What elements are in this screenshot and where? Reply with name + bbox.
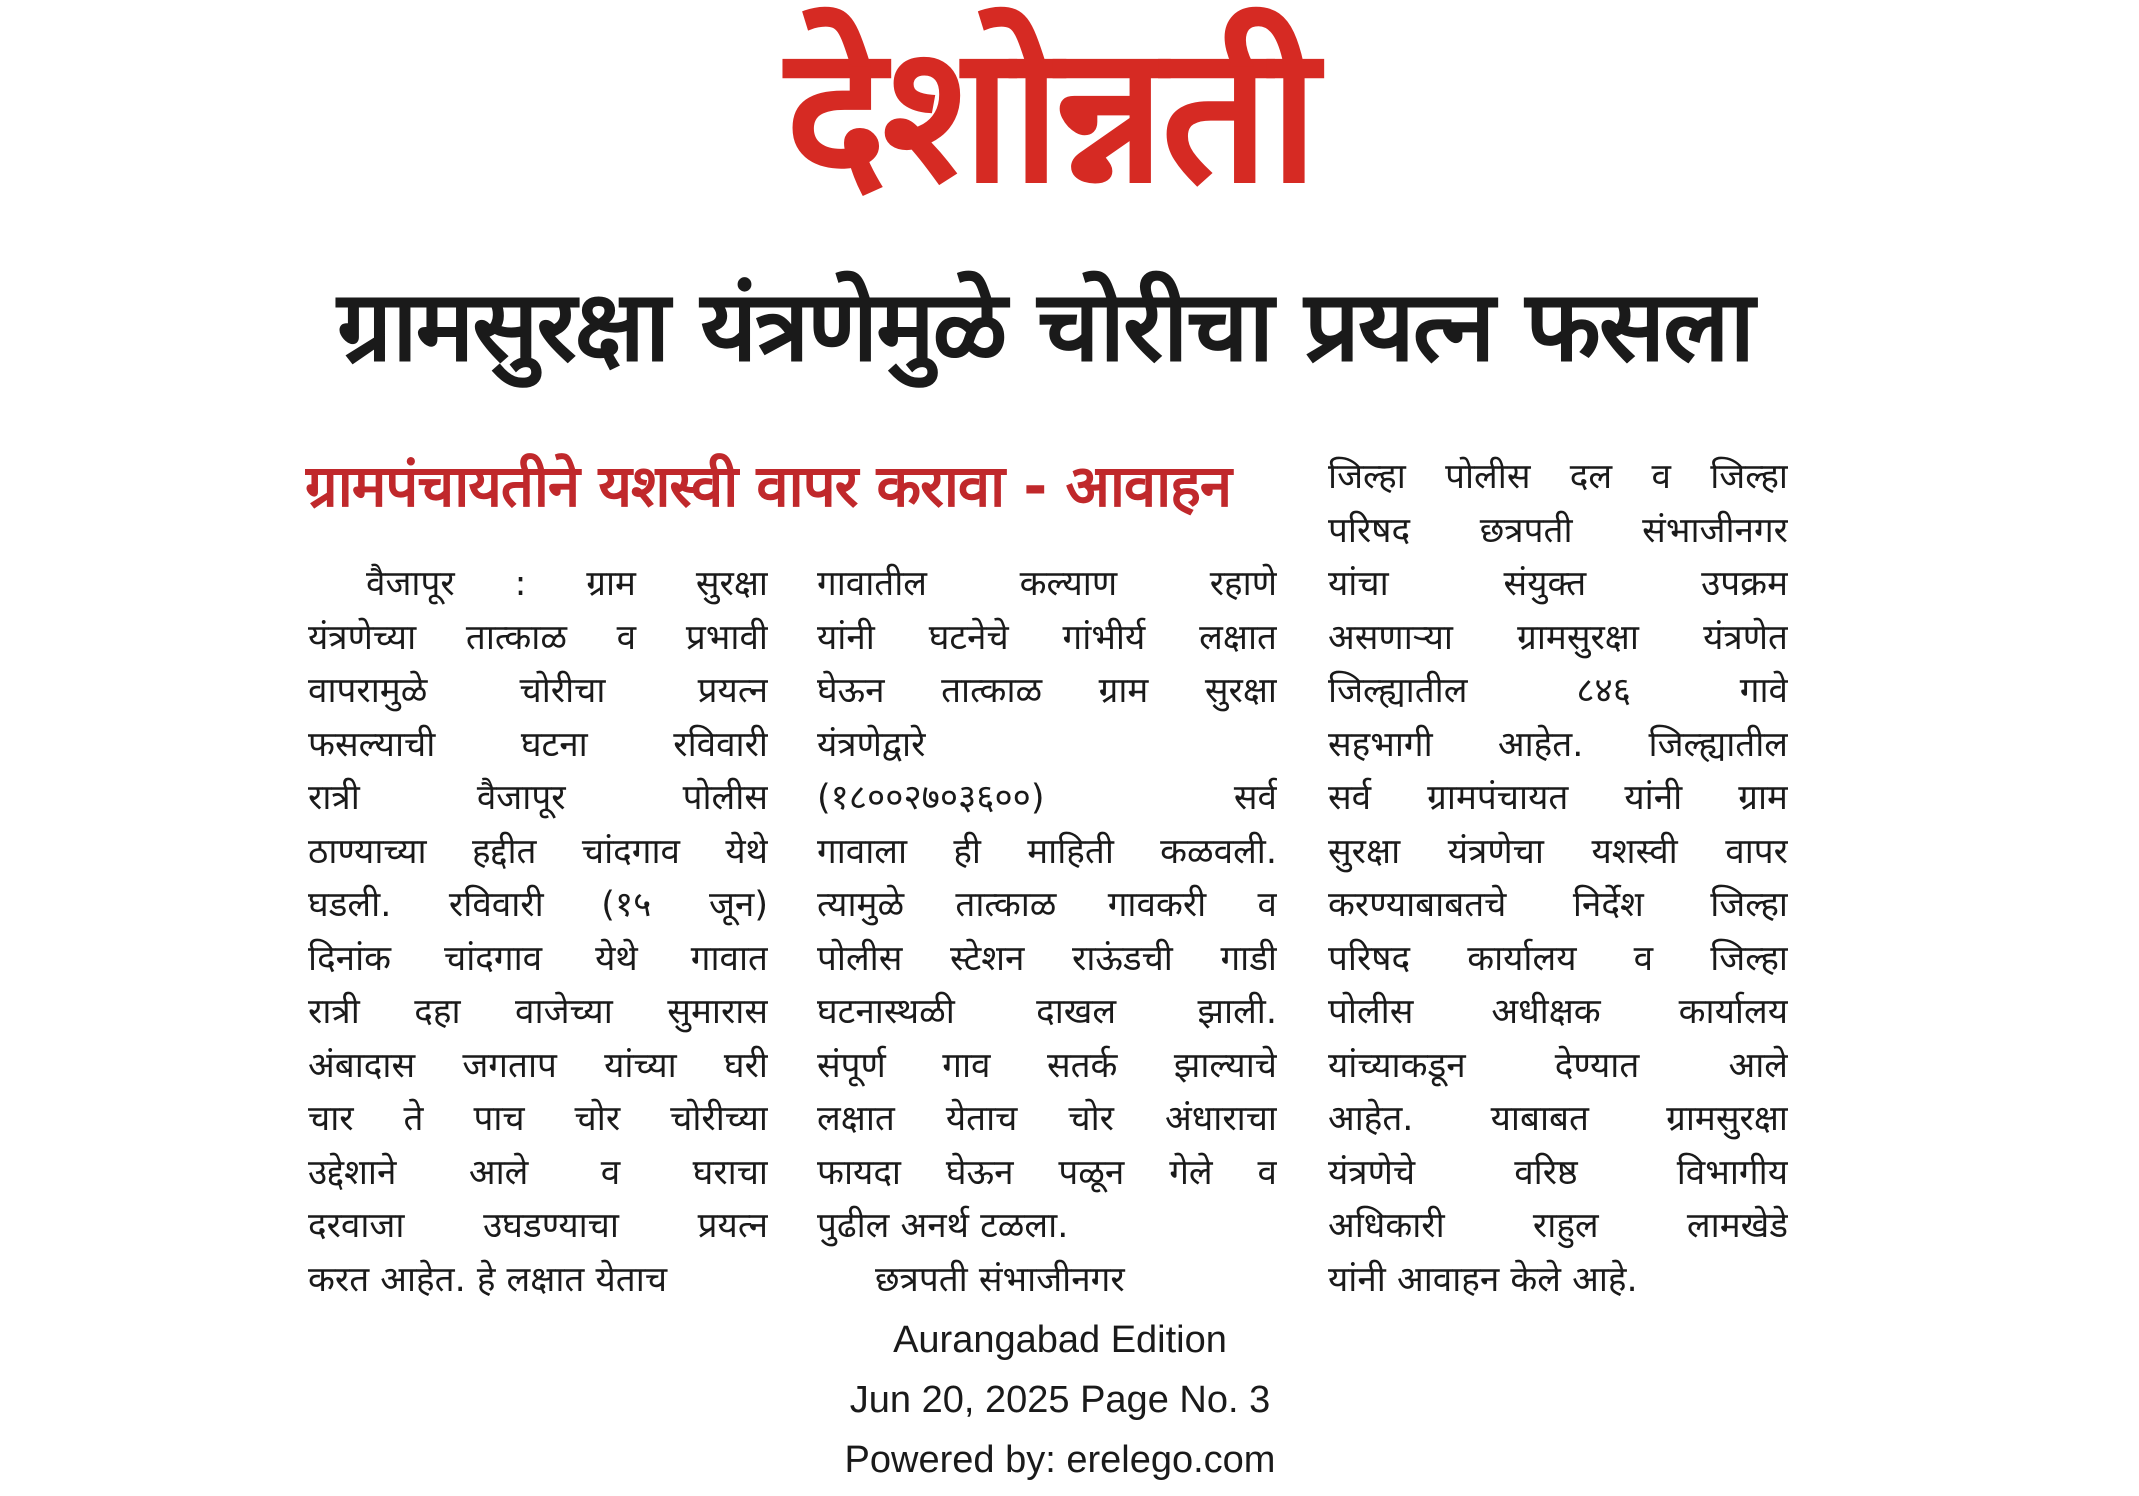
article-text-line: रात्री वैजापूर पोलीस	[308, 778, 768, 818]
masthead-title: देशोन्नती	[785, 4, 1315, 225]
article-text-line: करत आहेत. हे लक्षात येताच	[308, 1259, 668, 1300]
masthead-logo	[640, 0, 1460, 230]
article-text-line: घेऊन तात्काळ ग्राम सुरक्षा	[817, 671, 1277, 711]
article-text-line: छत्रपती संभाजीनगर	[875, 1259, 1125, 1300]
subheadline-text: ग्रामपंचायतीने यशस्वी वापर करावा - आवाहन	[305, 452, 1232, 520]
article-column-2	[817, 558, 1277, 1307]
article-text-line: सुरक्षा यंत्रणेचा यशस्वी वापर	[1328, 831, 1788, 872]
article-text-line: (१८००२७०३६००) सर्व	[817, 778, 1277, 818]
article-text-line: सहभागी आहेत. जिल्ह्यातील	[1328, 724, 1788, 765]
article-text-line: सर्व ग्रामपंचायत यांनी ग्राम	[1328, 778, 1788, 818]
article-text-line: फायदा घेऊन पळून गेले व	[817, 1152, 1277, 1193]
article-text-line: यांच्याकडून देण्यात आले	[1328, 1045, 1788, 1086]
article-text-line: घडली. रविवारी (१५ जून)	[308, 885, 768, 925]
article-text-line: चार ते पाच चोर चोरीच्या	[308, 1099, 768, 1139]
article-text-line: परिषद कार्यालय व जिल्हा	[1328, 938, 1788, 979]
article-text-line: दरवाजा उघडण्याचा प्रयत्न	[308, 1206, 768, 1246]
article-text-line: लक्षात येताच चोर अंधाराचा	[817, 1099, 1277, 1139]
article-text-line: आहेत. याबाबत ग्रामसुरक्षा	[1328, 1099, 1788, 1139]
edition-name: Aurangabad Edition	[893, 1319, 1227, 1361]
article-text-line: असणाऱ्या ग्रामसुरक्षा यंत्रणेत	[1328, 617, 1788, 658]
article-text-line: जिल्हा पोलीस दल व जिल्हा	[1328, 457, 1788, 497]
article-column-3	[1328, 451, 1788, 1307]
article-text-line: रात्री दहा वाजेच्या सुमारास	[308, 992, 768, 1032]
article-text-line: गावाला ही माहिती कळवली.	[817, 831, 1277, 872]
article-text-line: वैजापूर : ग्राम सुरक्षा	[366, 564, 768, 604]
article-text-line: करण्याबाबतचे निर्देश जिल्हा	[1328, 885, 1788, 925]
article-text-line: दिनांक चांदगाव येथे गावात	[308, 938, 768, 979]
article-headline	[330, 262, 1760, 392]
article-text-line: यांचा संयुक्त उपक्रम	[1328, 564, 1788, 604]
article-text-line: जिल्ह्यातील ८४६ गावे	[1328, 671, 1788, 711]
article-text-line: त्यामुळे तात्काळ गावकरी व	[817, 885, 1277, 925]
edition-date-page: Jun 20, 2025 Page No. 3	[849, 1379, 1271, 1421]
article-text-line: यांनी घटनेचे गांभीर्य लक्षात	[817, 617, 1277, 658]
article-text-line: पुढील अनर्थ टळला.	[817, 1206, 1069, 1246]
article-text-line: फसल्याची घटना रविवारी	[308, 724, 768, 765]
article-text-line: यंत्रणेच्या तात्काळ व प्रभावी	[308, 617, 768, 658]
article-text-line: यांनी आवाहन केले आहे.	[1328, 1259, 1638, 1300]
headline-text: ग्रामसुरक्षा यंत्रणेमुळे चोरीचा प्रयत्न फसला	[337, 270, 1753, 384]
powered-by: Powered by: erelego.com	[844, 1439, 1276, 1481]
article-text-line: अधिकारी राहुल लामखेडे	[1328, 1206, 1788, 1246]
article-column-1	[308, 558, 768, 1307]
article-subheadline	[305, 446, 1265, 526]
edition-footer	[760, 1310, 1360, 1490]
article-text-line: परिषद छत्रपती संभाजीनगर	[1328, 510, 1788, 551]
article-text-line: पोलीस स्टेशन राऊंडची गाडी	[817, 938, 1277, 979]
article-text-line: गावातील कल्याण रहाणे	[817, 564, 1277, 604]
article-text-line: घटनास्थळी दाखल झाली.	[817, 992, 1277, 1032]
article-text-line: पोलीस अधीक्षक कार्यालय	[1328, 992, 1788, 1032]
article-text-line: यंत्रणेचे वरिष्ठ विभागीय	[1328, 1152, 1788, 1193]
article-text-line: अंबादास जगताप यांच्या घरी	[308, 1045, 768, 1086]
article-text-line: संपूर्ण गाव सतर्क झाल्याचे	[817, 1045, 1277, 1086]
article-text-line: यंत्रणेद्वारे	[817, 724, 926, 765]
article-text-line: वापरामुळे चोरीचा प्रयत्न	[308, 671, 768, 711]
article-text-line: ठाण्याच्या हद्दीत चांदगाव येथे	[308, 831, 768, 872]
article-text-line: उद्देशाने आले व घराचा	[308, 1152, 768, 1193]
